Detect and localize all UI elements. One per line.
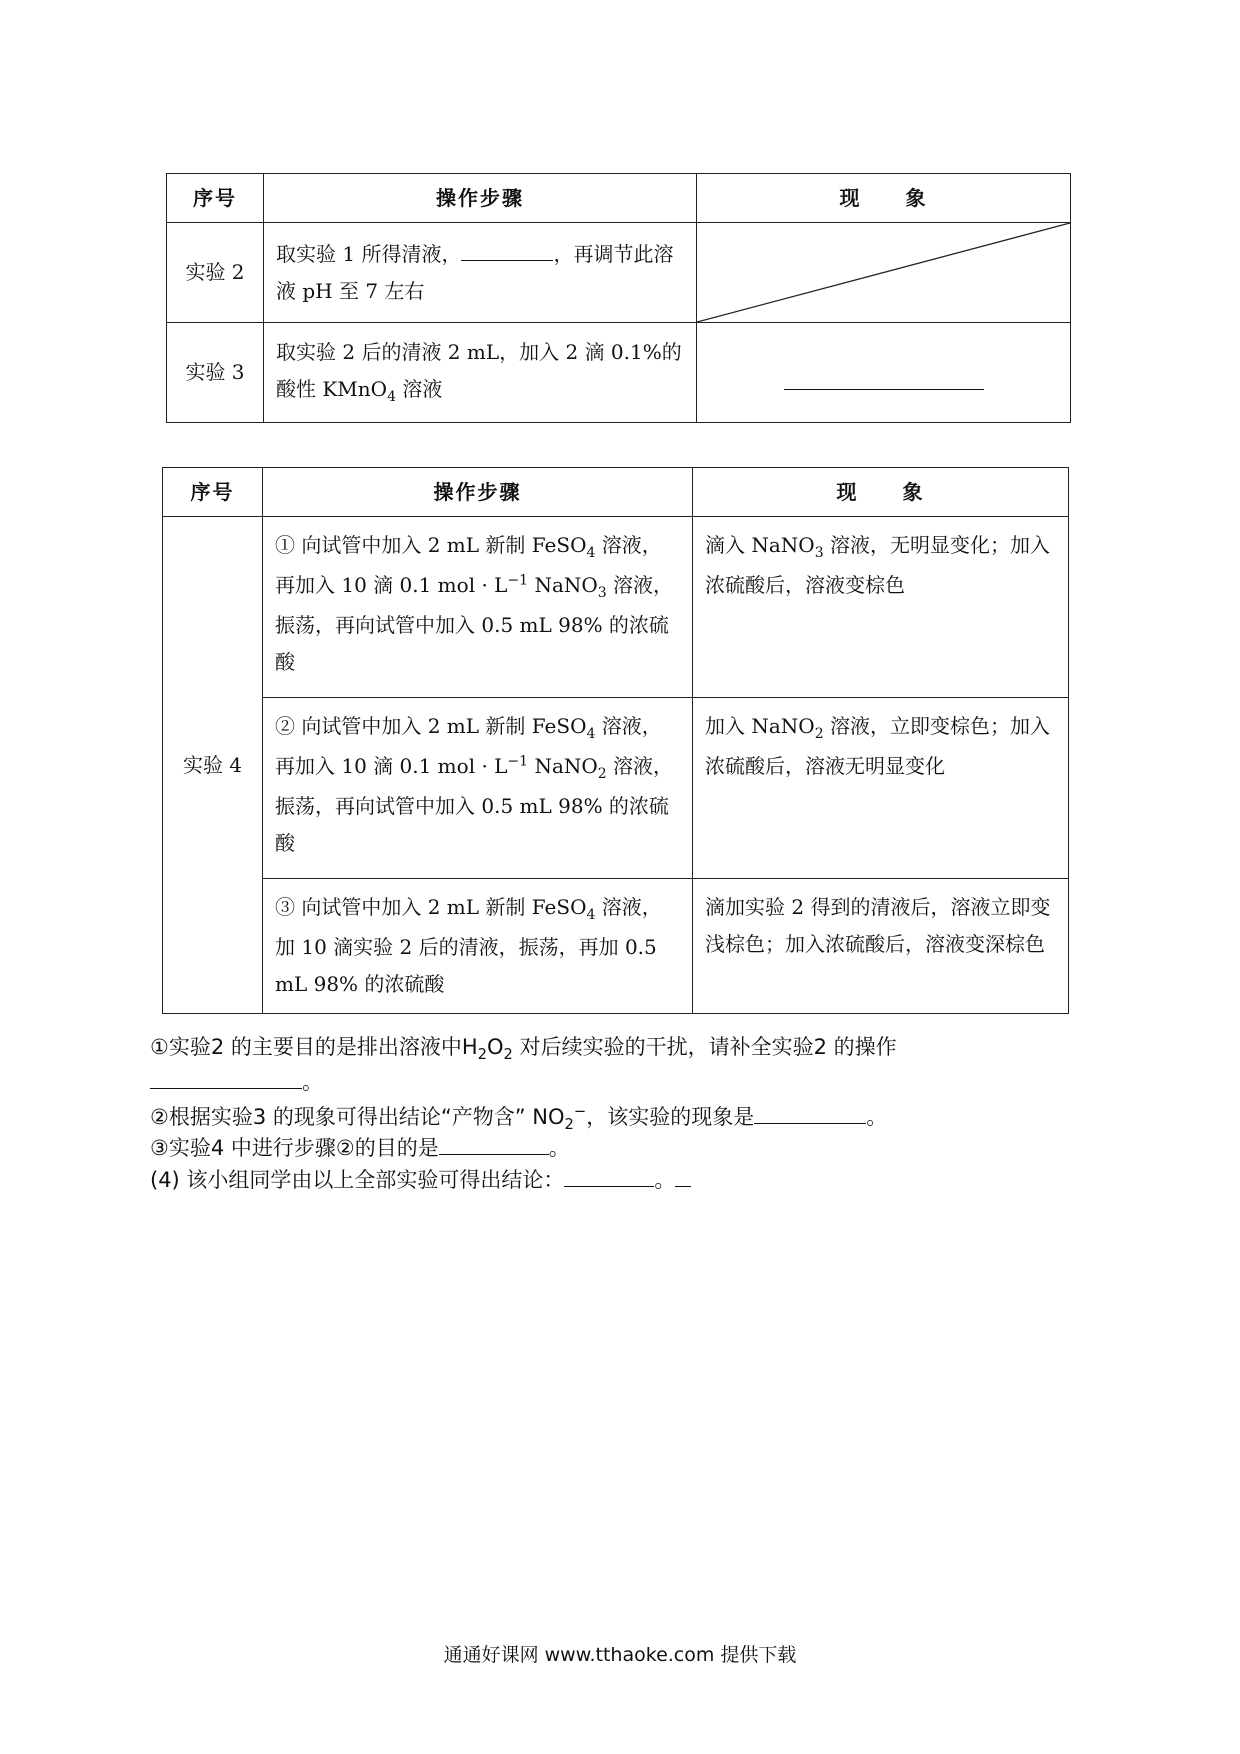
question-1: ①实验2 的主要目的是排出溶液中$H_2O_2$ 对后续实验的干扰，请补全实验2 的操作 xyxy=(150,1035,897,1064)
table-row xyxy=(163,879,1069,1014)
answer-blank[interactable] xyxy=(754,1103,866,1124)
row-phenomenon: 滴加实验 2 得到的清液后，溶液立即变浅棕色；加入浓硫酸后，溶液变深棕色 xyxy=(693,879,1069,1014)
row-seq: 实验 2 xyxy=(167,223,264,323)
row-seq: 实验 4 xyxy=(163,517,263,1014)
row-step: 取实验 2 后的清液 2 mL，加入 2 滴 0.1%的酸性 KMnO$_4$ 溶液 xyxy=(264,323,697,423)
question-3: ③实验4 中进行步骤②的目的是 。 xyxy=(150,1136,570,1160)
answer-blank[interactable] xyxy=(784,389,984,390)
header-seq: 序号 xyxy=(167,174,264,223)
answer-blank[interactable] xyxy=(439,1134,549,1155)
experiment-table-2 xyxy=(162,467,1069,1014)
header-steps: 操作步骤 xyxy=(264,174,697,223)
question-2: ②根据实验3 的现象可得出结论“产物含” $NO_2^-$，该实验的现象是 。 xyxy=(150,1103,888,1134)
question-4: (4) 该小组同学由以上全部实验可得出结论： 。 xyxy=(150,1166,691,1194)
answer-blank[interactable] xyxy=(150,1068,302,1089)
experiment-table-1 xyxy=(166,173,1071,423)
table-row xyxy=(163,517,1069,698)
row-phenomenon: 滴入 NaNO$_3$ 溶液，无明显变化；加入浓硫酸后，溶液变棕色 xyxy=(693,517,1069,698)
diagonal-line xyxy=(697,223,1070,322)
answer-blank[interactable] xyxy=(675,1166,691,1187)
row-step: ① 向试管中加入 2 mL 新制 FeSO$_4$ 溶液，再加入 10 滴 0.1 mol · $L^{-1}$ NaNO$_3$ 溶液，振荡，再向试管中加入 0.5 mL 98% 的浓硫酸 xyxy=(263,517,693,698)
row-phenomenon xyxy=(697,323,1071,423)
row-step: 取实验 1 所得清液， ，再调节此溶液 pH 至 7 左右 xyxy=(264,223,697,323)
header-phenomenon: 现 象 xyxy=(693,468,1069,517)
table-row xyxy=(167,223,1071,323)
header-steps: 操作步骤 xyxy=(263,468,693,517)
footer-credit: 通通好课网 www.tthaoke.com 提供下载 xyxy=(443,1644,797,1666)
row-step: ② 向试管中加入 2 mL 新制 FeSO$_4$ 溶液，再加入 10 滴 0.1 mol · $L^{-1}$ NaNO$_2$ 溶液，振荡，再向试管中加入 0.5 mL 98% 的浓硫酸 xyxy=(263,698,693,879)
table-header-row xyxy=(167,174,1071,223)
question-1-answer-line: 。 xyxy=(150,1068,323,1096)
answer-blank[interactable] xyxy=(564,1166,654,1187)
table-header-row xyxy=(163,468,1069,517)
header-seq: 序号 xyxy=(163,468,263,517)
answer-blank[interactable] xyxy=(461,260,553,261)
header-phenomenon: 现 象 xyxy=(697,174,1071,223)
row-seq: 实验 3 xyxy=(167,323,264,423)
row-phenomenon-crossed xyxy=(697,223,1071,323)
table-row xyxy=(163,698,1069,879)
row-phenomenon: 加入 NaNO$_2$ 溶液，立即变棕色；加入浓硫酸后，溶液无明显变化 xyxy=(693,698,1069,879)
row-step: ③ 向试管中加入 2 mL 新制 FeSO$_4$ 溶液，加 10 滴实验 2 后的清液，振荡，再加 0.5 mL 98% 的浓硫酸 xyxy=(263,879,693,1014)
table-row xyxy=(167,323,1071,423)
